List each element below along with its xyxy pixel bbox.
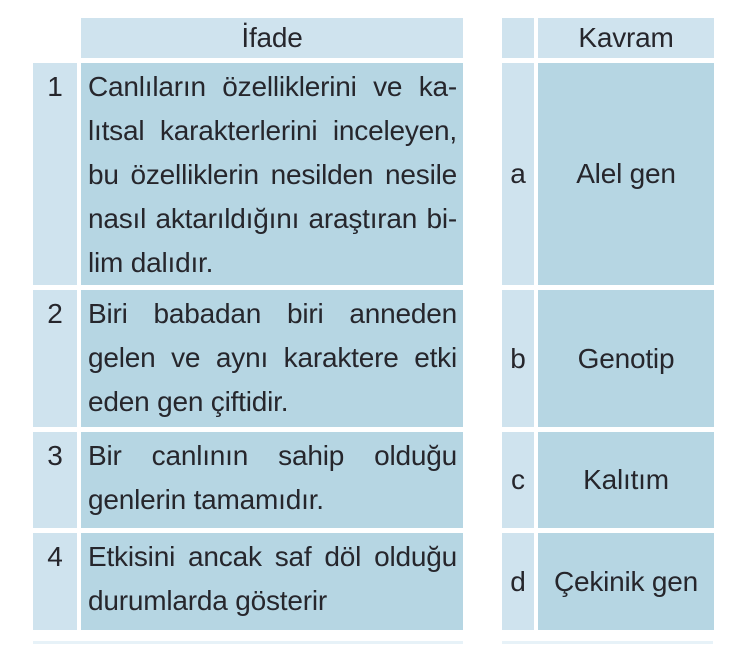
concept-b-label: Genotip xyxy=(538,290,714,427)
statement-line: Bir canlının sahip olduğu xyxy=(88,440,457,471)
statement-line: nasıl aktarıldığını araştıran bi- xyxy=(88,203,457,234)
ifade-header: İfade xyxy=(81,18,463,58)
statement-4-text xyxy=(81,533,463,630)
statement-2-number: 2 xyxy=(33,290,77,427)
concept-a-label: Alel gen xyxy=(538,63,714,285)
concept-b-letter: b xyxy=(502,290,534,427)
statement-line: bu özelliklerin nesilden nesile xyxy=(88,159,457,190)
concept-c-label: Kalıtım xyxy=(538,432,714,528)
kavram-header: Kavram xyxy=(538,18,714,58)
statement-line: Canlıların özelliklerini ve ka- xyxy=(88,71,457,102)
statement-3-text xyxy=(81,432,463,528)
statement-2-text xyxy=(81,290,463,427)
statement-3-number: 3 xyxy=(33,432,77,528)
statement-line: lıtsal karakterlerini inceleyen, xyxy=(88,115,457,146)
statement-line: genlerin tamamıdır. xyxy=(88,484,324,515)
statement-line: durumlarda gösterir xyxy=(88,585,327,616)
statement-1-text xyxy=(81,63,463,285)
concept-c-letter: c xyxy=(502,432,534,528)
statement-line: lim dalıdır. xyxy=(88,247,214,278)
statement-line: eden gen çiftidir. xyxy=(88,386,289,417)
statement-line: gelen ve aynı karaktere etki xyxy=(88,342,457,373)
statement-1-number: 1 xyxy=(33,63,77,285)
scan-artifact-line xyxy=(502,641,713,644)
concept-d-label: Çekinik gen xyxy=(538,533,714,630)
kavram-table xyxy=(502,18,714,630)
statement-line: Biri babadan biri anneden xyxy=(88,298,457,329)
concept-a-letter: a xyxy=(502,63,534,285)
kavram-header-spacer-cell xyxy=(502,18,534,58)
ifade-table xyxy=(33,18,463,630)
statement-4-number: 4 xyxy=(33,533,77,630)
scan-artifact-line xyxy=(33,641,463,644)
concept-d-letter: d xyxy=(502,533,534,630)
statement-line: Etkisini ancak saf döl olduğu xyxy=(88,541,457,572)
